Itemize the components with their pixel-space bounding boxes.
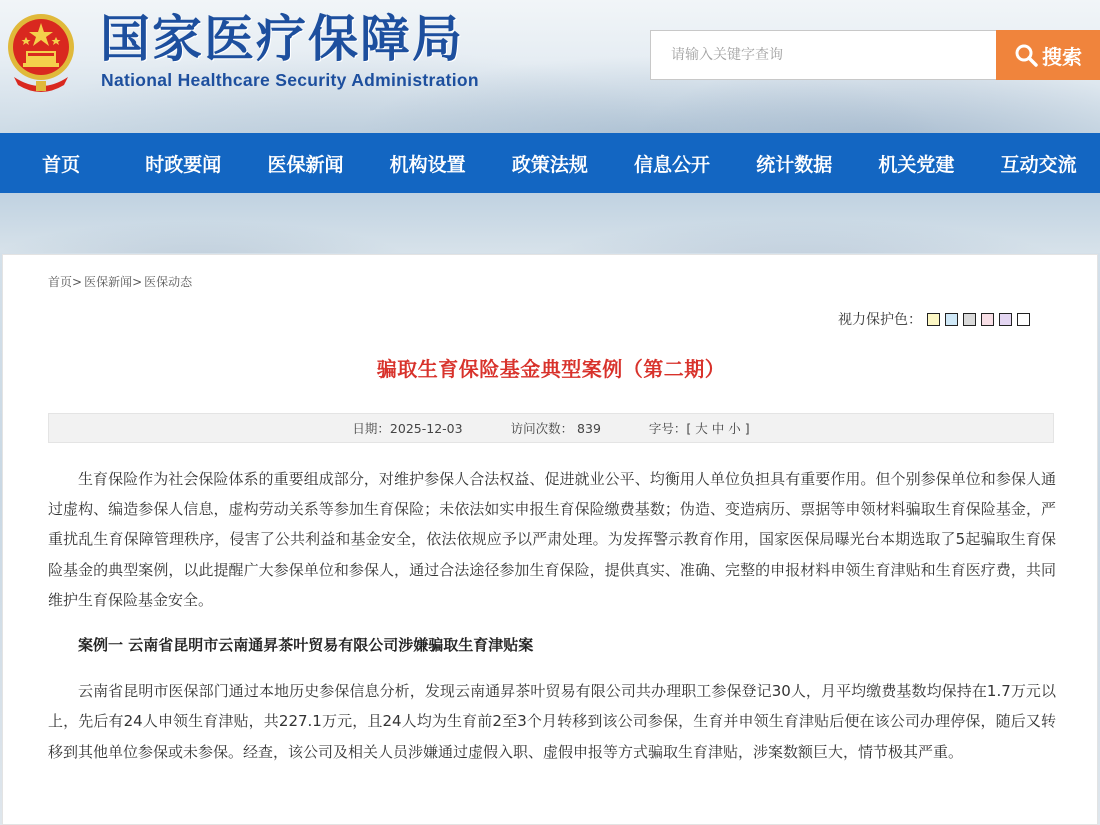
nav-item-healthcare-news[interactable]: 医保新闻 [267,153,344,176]
swatch-white[interactable] [1017,313,1030,326]
article-title: 骗取生育保险基金典型案例（第二期） [376,357,726,381]
eye-protection-label: 视力保护色： [838,312,922,328]
breadcrumb-home[interactable]: 首页> [48,275,83,289]
breadcrumb [48,273,192,290]
font-size-control[interactable]: 字号：[ 大 中 小 ] [648,421,750,436]
article-meta [48,413,1054,443]
swatch-purple[interactable] [999,313,1012,326]
main-nav [0,133,1100,193]
article-container [2,254,1098,825]
search-button-label: 搜索 [1042,44,1082,69]
swatch-gray[interactable] [963,313,976,326]
eye-protection-selector [838,309,1030,329]
nav-item-statistics[interactable]: 统计数据 [756,153,833,176]
search-button[interactable] [996,30,1100,80]
swatch-yellow[interactable] [927,313,940,326]
nav-item-politics-news[interactable]: 时政要闻 [145,153,222,176]
search-box [650,30,997,80]
nav-item-home[interactable]: 首页 [42,153,81,176]
decorative-banner [0,193,1100,253]
nav-item-info-disclosure[interactable]: 信息公开 [634,153,711,176]
breadcrumb-healthcare-updates[interactable]: 医保动态 [144,275,193,289]
case-heading: 案例一 云南省昆明市云南通昇茶叶贸易有限公司涉嫌骗取生育津贴案 [78,636,534,655]
swatch-blue[interactable] [945,313,958,326]
nav-item-policies[interactable]: 政策法规 [511,153,588,176]
nav-item-party-building[interactable]: 机关党建 [878,153,955,176]
swatch-pink[interactable] [981,313,994,326]
site-title[interactable]: 国家医疗保障局 [100,9,464,68]
nav-item-interaction[interactable]: 互动交流 [1000,153,1077,176]
site-subtitle: National Healthcare Security Administration [101,70,479,90]
site-header [0,0,1100,133]
article-body [48,464,1056,767]
breadcrumb-healthcare-news[interactable]: 医保新闻> [84,275,143,289]
national-emblem-icon[interactable] [6,7,76,95]
case-paragraph: 云南省昆明市医保部门通过本地历史参保信息分析，发现云南通昇茶叶贸易有限公司共办理职工参保登记30人，月平均缴费基数均保持在1.7万元以上，先后有24人申领生育津贴，共227.1万元，且24人均为生育前2至3个月转移到该公司参保，生育并申领生育津贴后便在该公司办理停保，随后又转移到其他单位参保或未参保。经查，该公司及相关人员涉嫌通过虚假入职、虚假申报等方式骗取生育津贴，涉案数额巨大，情节极其严重。 [48,682,1056,761]
intro-paragraph: 生育保险作为社会保险体系的重要组成部分，对维护参保人合法权益、促进就业公平、均衡用人单位负担具有重要作用。但个别参保单位和参保人通过虚构、编造参保人信息，虚构劳动关系等参加生育保险；未依法如实申报生育保险缴费基数；伪造、变造病历、票据等申领材料骗取生育保险基金，严重扰乱生育保障管理秩序，侵害了公共利益和基金安全，依法依规应予以严肃处理。为发挥警示教育作用，国家医保局曝光台本期选取了5起骗取生育保险基金的典型案例，以此提醒广大参保单位和参保人，通过合法途径参加生育保险，提供真实、准确、完整的申报材料申领生育津贴和生育医疗费，共同维护生育保险基金安全。 [48,470,1056,609]
search-icon [1014,43,1038,67]
nav-item-organization[interactable]: 机构设置 [389,153,466,176]
article-date: 日期：2025-12-03 [352,421,463,436]
search-input[interactable] [651,31,996,79]
article-visits: 访问次数： 839 [510,421,601,436]
